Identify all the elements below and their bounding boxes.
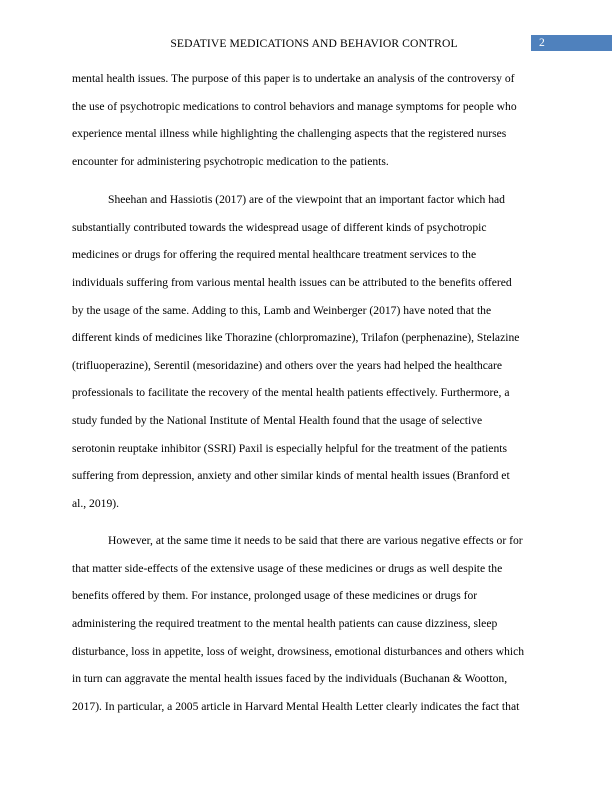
body-line: different kinds of medicines like Thorazine (chlorpromazine), Trilafon (perphenazine), Stelazine [72,331,520,344]
body-line: suffering from depression, anxiety and other similar kinds of mental health issues (Branford et [72,469,510,482]
body-line: that matter side-effects of the extensive usage of these medicines or drugs as well despite the [72,562,503,575]
body-line: However, at the same time it needs to be said that there are various negative effects or for [108,534,523,547]
running-title: SEDATIVE MEDICATIONS AND BEHAVIOR CONTROL [170,37,458,50]
body-line: benefits offered by them. For instance, prolonged usage of these medicines or drugs for [72,589,478,602]
body-line: the use of psychotropic medications to control behaviors and manage symptoms for people who [72,100,517,113]
body-line: mental health issues. The purpose of this paper is to undertake an analysis of the controversy of [72,72,515,85]
body-line: Sheehan and Hassiotis (2017) are of the viewpoint that an important factor which had [108,193,505,206]
body-line: medicines or drugs for offering the required mental healthcare treatment services to the [72,248,477,261]
body-line: disturbance, loss in appetite, loss of weight, drowsiness, emotional disturbances and others which [72,645,525,658]
body-line: professionals to facilitate the recovery of the mental health patients effectively. Furthermore, a [72,386,510,399]
body-line: study funded by the National Institute of Mental Health found that the usage of selective [72,414,483,427]
body-line: experience mental illness while highlighting the challenging aspects that the registered nurses [72,127,507,140]
body-line: 2017). In particular, a 2005 article in Harvard Mental Health Letter clearly indicates the fact that [72,700,520,713]
body-line: in turn can aggravate the mental health issues faced by the individuals (Buchanan & Wootton, [72,672,508,685]
body-line: administering the required treatment to the mental health patients can cause dizziness, sleep [72,617,498,630]
page-number-badge: 2 [531,35,612,51]
body-line: by the usage of the same. Adding to this, Lamb and Weinberger (2017) have noted that the [72,304,492,317]
body-line: serotonin reuptake inhibitor (SSRI) Paxil is especially helpful for the treatment of the patients [72,442,507,455]
body-line: substantially contributed towards the widespread usage of different kinds of psychotropic [72,221,487,234]
body-line: (trifluoperazine), Serentil (mesoridazine) and others over the years had helped the healthcare [72,359,503,372]
body-line: individuals suffering from various mental health issues can be attributed to the benefits offered [72,276,512,289]
body-line: encounter for administering psychotropic medication to the patients. [72,155,389,168]
body-line: al., 2019). [72,497,120,510]
